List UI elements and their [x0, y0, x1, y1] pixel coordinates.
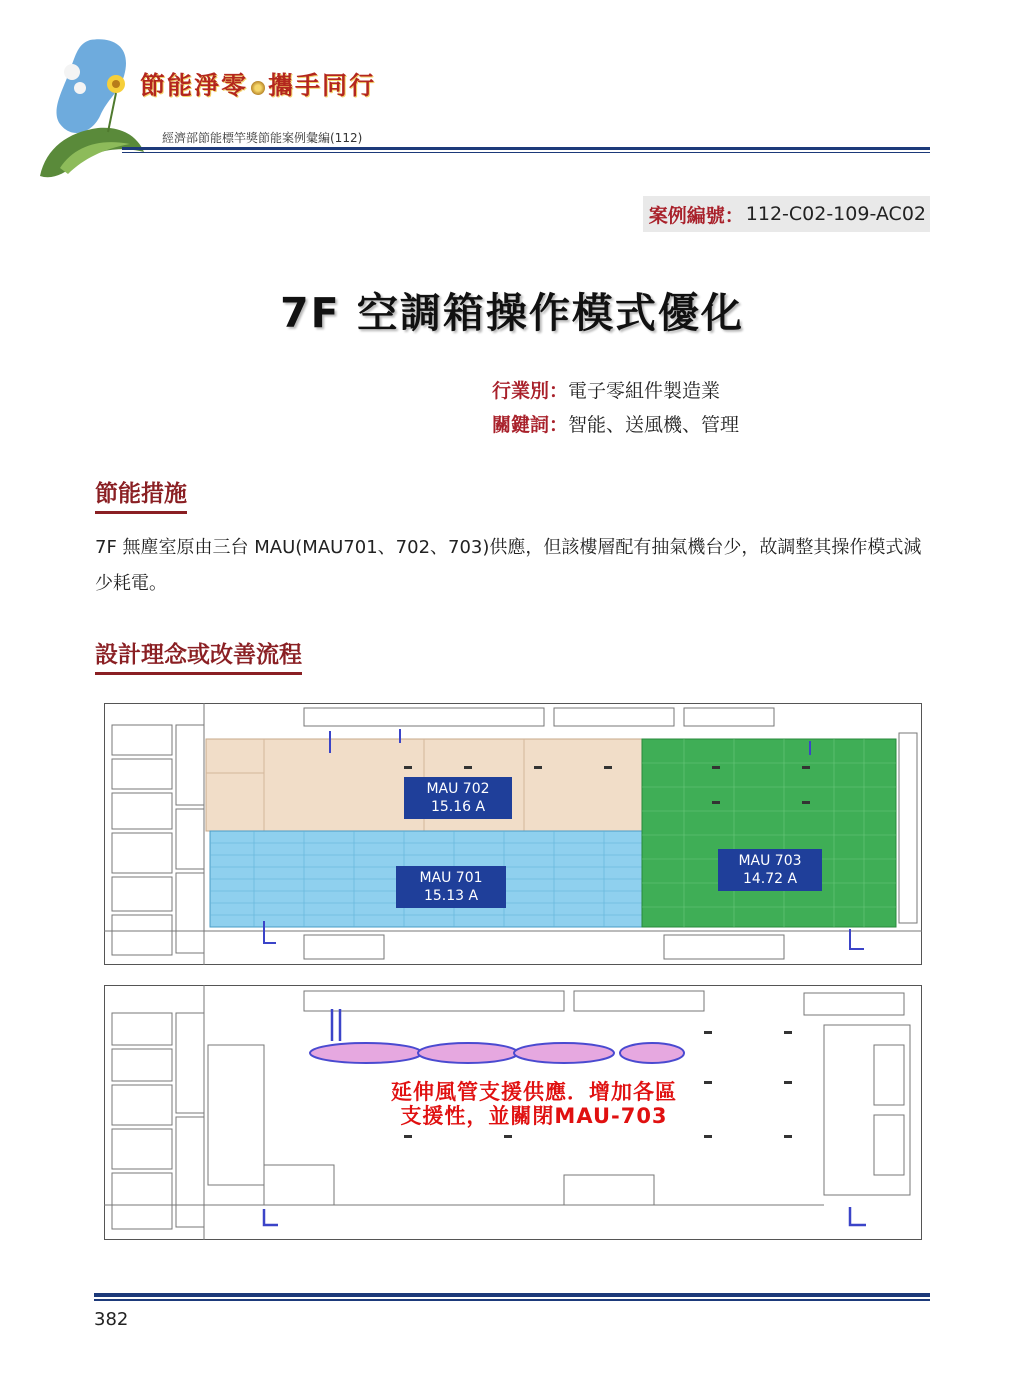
header-subtitle: 經濟部節能標竿獎節能案例彙編(112) [162, 131, 363, 145]
floor-plan-after [104, 985, 922, 1240]
floor-plan-before [104, 703, 922, 965]
case-number-box [643, 196, 930, 232]
page-title: 7F 空調箱操作模式優化 [280, 289, 744, 337]
support-line-1: 延伸風管支援供應．增加各區 [391, 1080, 677, 1104]
case-number-value: 112-C02-109-AC02 [745, 203, 926, 225]
slogan-left: 節能淨零 [140, 71, 249, 100]
industry-value: 電子零組件製造業 [568, 380, 721, 402]
sun-icon [251, 81, 265, 95]
support-annotation [274, 1080, 794, 1128]
keywords-row [492, 410, 739, 437]
floor-plan-before-drawing [104, 703, 922, 965]
mau701-name: MAU 701 [419, 870, 483, 886]
industry-label: 行業別： [492, 380, 569, 402]
mau702-label [404, 777, 512, 819]
industry-row [492, 376, 720, 403]
design-heading: 設計理念或改善流程 [95, 636, 302, 675]
keywords-value: 智能、送風機、管理 [568, 414, 740, 436]
header-slogan [140, 66, 376, 102]
footer-divider [94, 1293, 930, 1297]
mau701-label [396, 866, 506, 908]
case-number-label: 案例編號： [648, 204, 744, 227]
page-number: 382 [94, 1309, 129, 1330]
header-divider-thin [122, 152, 930, 153]
slogan-right: 攜手同行 [268, 71, 377, 100]
measures-text: 7F 無塵室原由三台 MAU(MAU701、702、703)供應，但該樓層配有抽氣機台少，故調整其操作模式減少耗電。 [95, 537, 922, 594]
mau702-name: MAU 702 [426, 781, 490, 797]
header-divider [122, 147, 930, 150]
mau703-name: MAU 703 [738, 853, 802, 869]
measures-heading: 節能措施 [95, 475, 187, 514]
mau703-current: 14.72 A [742, 871, 798, 887]
support-line-2: 支援性，並關閉MAU-703 [400, 1104, 668, 1128]
mau701-current: 15.13 A [423, 888, 479, 904]
header-logo [20, 28, 160, 188]
mau702-current: 15.16 A [430, 799, 486, 815]
mau703-label [718, 849, 822, 891]
footer-divider-thin [94, 1299, 930, 1301]
keywords-label: 關鍵詞： [492, 414, 569, 436]
